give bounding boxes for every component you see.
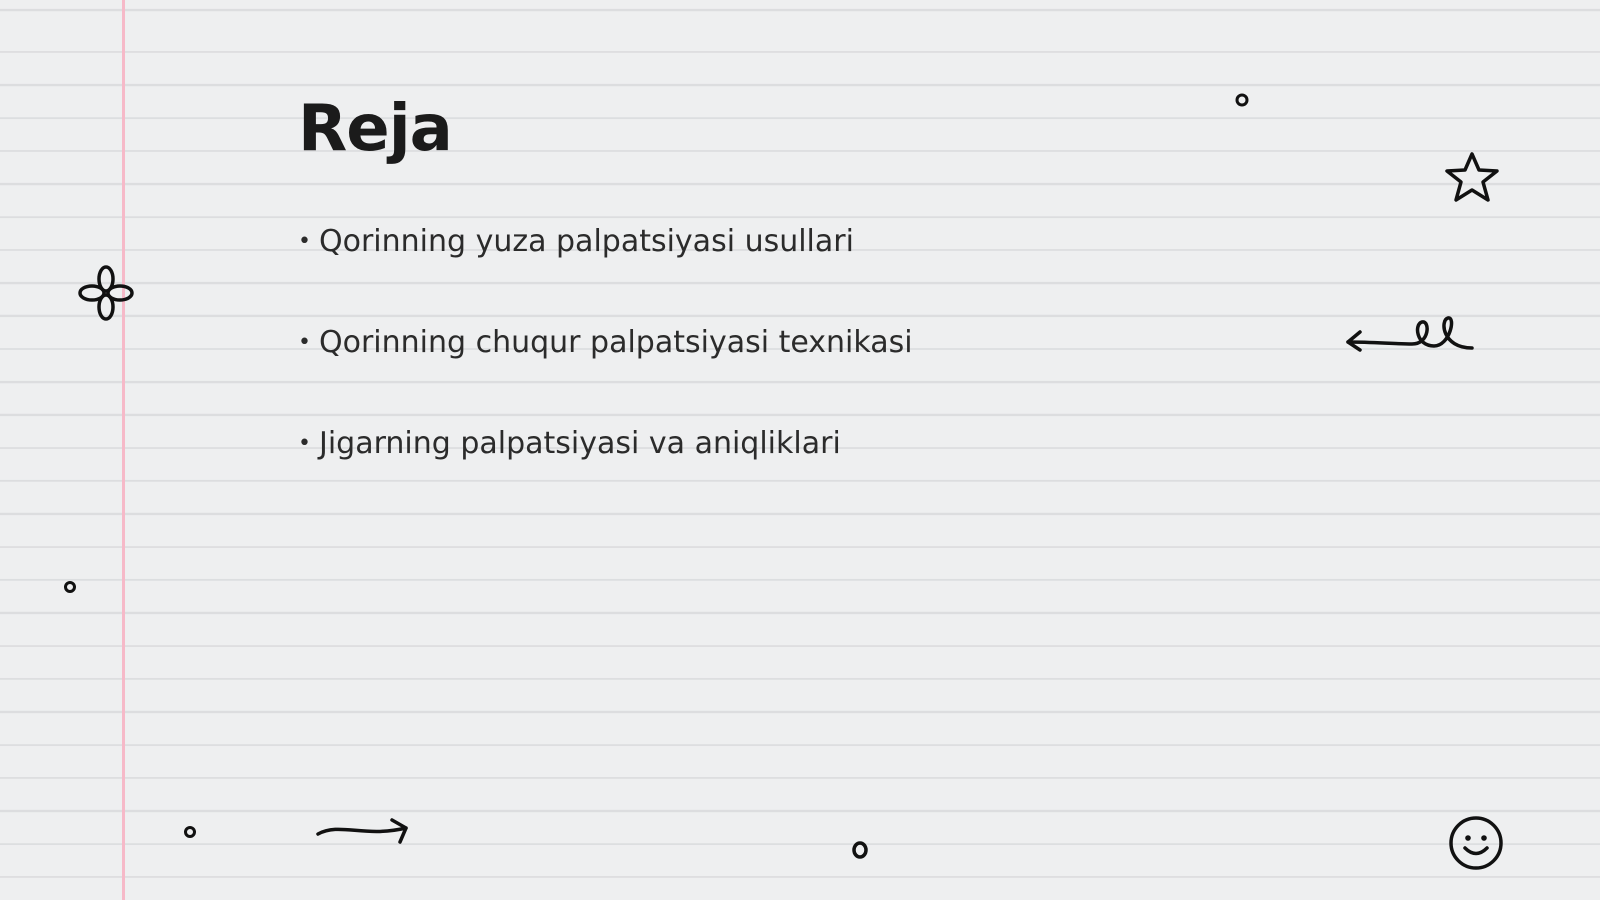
circle-icon [1234, 92, 1250, 108]
circle-icon [182, 824, 198, 840]
smiley-icon [1448, 815, 1504, 871]
flower-icon [78, 265, 134, 321]
bullet-list [298, 220, 913, 523]
bullet-text: Jigarning palpatsiyasi va aniqliklari [318, 426, 841, 461]
bullet-item [298, 220, 913, 321]
star-icon [1440, 148, 1504, 208]
circle-icon [62, 579, 78, 595]
circle-icon [850, 840, 870, 860]
slide-title: Reja [298, 92, 452, 166]
bullet-item [298, 422, 913, 523]
notebook-margin-line [122, 0, 125, 900]
bullet-item [298, 321, 913, 422]
bullet-text: Qorinning chuqur palpatsiyasi texnikasi [318, 325, 913, 360]
bullet-text: Qorinning yuza palpatsiyasi usullari [318, 224, 854, 259]
loop-arrow-icon [1344, 312, 1478, 364]
bullet-marker: • [298, 330, 311, 355]
arrow-right-icon [316, 816, 412, 846]
bullet-marker: • [298, 229, 311, 254]
bullet-marker: • [298, 431, 311, 456]
